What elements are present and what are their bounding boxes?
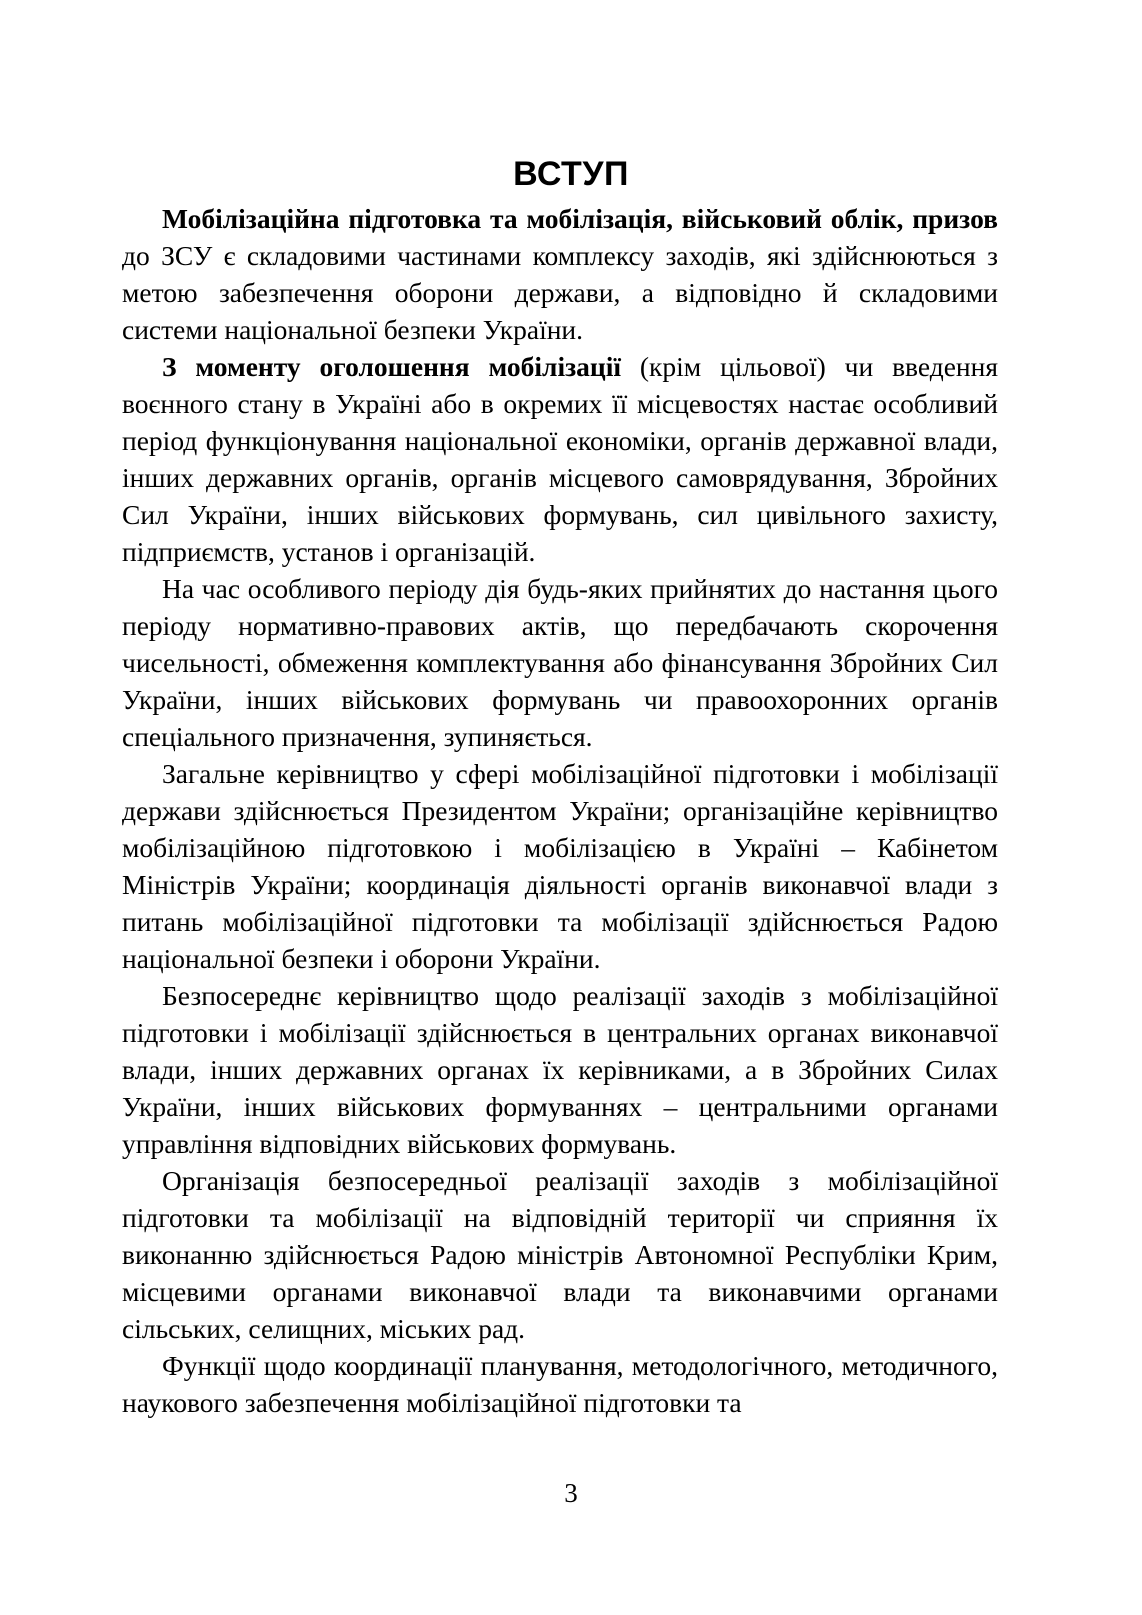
paragraph-5-text: Безпосереднє керівництво щодо реалізації заходів з мобілізаційної підготовки і мобілізації здійснюється в центральних органах виконавчої влади, інших державних органах їх керівниками, а в Збройних Силах України, інших військових формуваннях – центральними органами управління відповідних військових формувань. <box>122 980 998 1159</box>
paragraph-2 <box>122 348 998 570</box>
paragraph-6 <box>122 1162 998 1347</box>
paragraph-2-bold-lead: З моменту оголошення мобілізації <box>162 351 622 382</box>
paragraph-4-text: Загальне керівництво у сфері мобілізаційної підготовки і мобілізації держави здійснюється Президентом України; організаційне керівництво мобілізаційною підготовкою і мобілізацією в Україні – Кабінетом Міністрів України; координація діяльності органів виконавчої влади з питань мобілізаційної підготовки та мобілізації здійснюється Радою національної безпеки і оборони України. <box>122 758 998 974</box>
paragraph-3-text: На час особливого періоду дія будь-яких прийнятих до настання цього періоду нормативно-правових актів, що передбачають скорочення чисельності, обмеження комплектування або фінансування Збройних Сил України, інших військових формувань чи правоохоронних органів спеціального призначення, зупиняється. <box>122 573 998 752</box>
body-text-column <box>122 200 998 1421</box>
paragraph-7-text: Функції щодо координації планування, методологічного, методичного, наукового забезпечення мобілізаційної підготовки та <box>122 1350 998 1418</box>
paragraph-1 <box>122 200 998 348</box>
page-title: ВСТУП <box>513 154 629 193</box>
paragraph-1-text: до ЗСУ є складовими частинами комплексу заходів, які здійснюються з метою забезпечення оборони держави, а відповідно й складовими системи національної безпеки України. <box>122 240 998 345</box>
paragraph-2-text: (крім цільової) чи введення воєнного стану в Україні або в окремих її місцевостях настає особливий період функціонування національної економіки, органів державної влади, інших державних органів, органів місцевого самоврядування, Збройних Сил України, інших військових формувань, сил цивільного захисту, підприємств, установ і організацій. <box>122 351 998 567</box>
paragraph-4 <box>122 755 998 977</box>
paragraph-5 <box>122 977 998 1162</box>
paragraph-3 <box>122 570 998 755</box>
paragraph-7 <box>122 1347 998 1421</box>
paragraph-1-bold-lead: Мобілізаційна підготовка та мобілізація, військовий облік, призов <box>162 203 998 234</box>
paragraph-6-text: Організація безпосередньої реалізації заходів з мобілізаційної підготовки та мобілізації на відповідній території чи сприяння їх виконанню здійснюється Радою міністрів Автономної Республіки Крим, місцевими органами виконавчої влади та виконавчими органами сільських, селищних, міських рад. <box>122 1165 998 1344</box>
page-number: 3 <box>564 1478 578 1508</box>
